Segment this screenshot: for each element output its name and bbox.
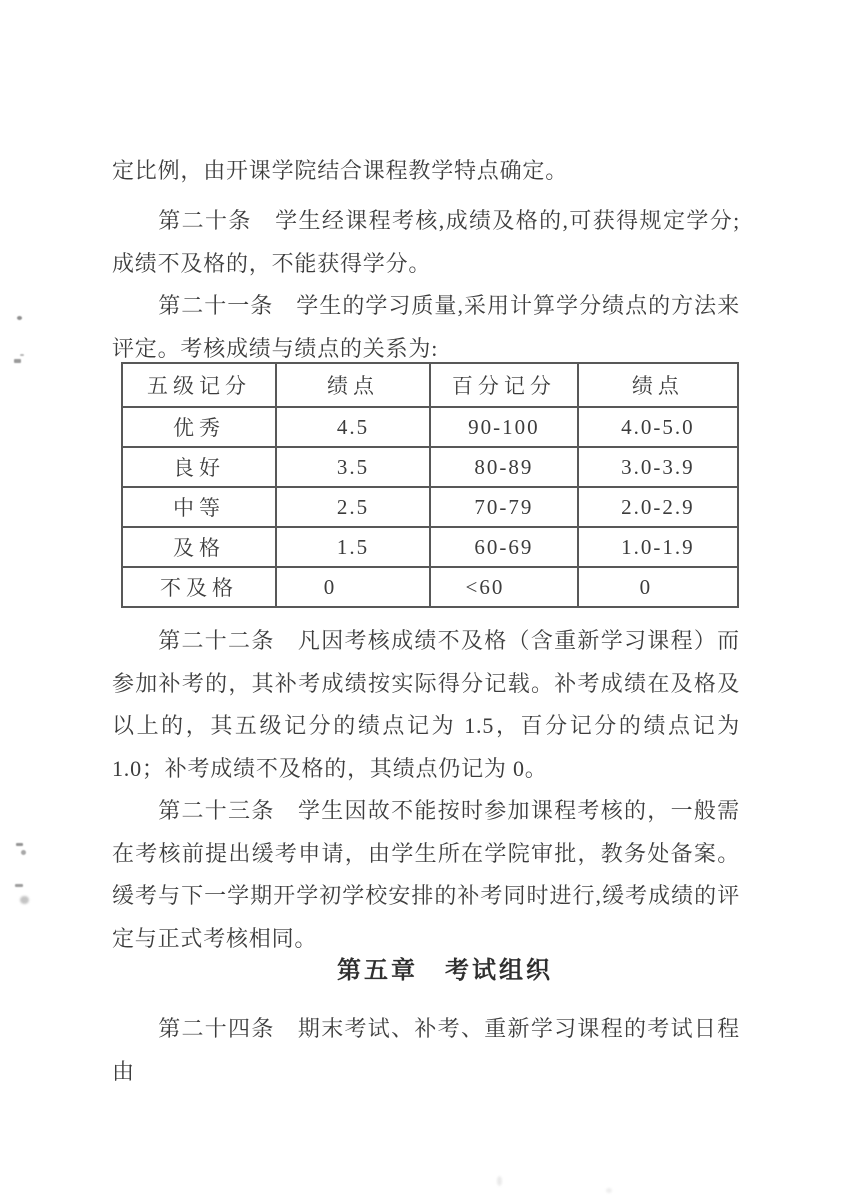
cell-percent-range: 70-79	[430, 487, 578, 527]
table-row-fail	[122, 567, 738, 607]
cell-percent-range: 60-69	[430, 527, 578, 567]
scan-artifact-dot	[16, 843, 23, 846]
cell-gpa-range: 4.0-5.0	[578, 407, 738, 447]
cell-grade-label: 不及格	[122, 567, 276, 607]
cell-percent-range: 90-100	[430, 407, 578, 447]
cell-grade-label: 中等	[122, 487, 276, 527]
cell-gpa-range: 2.0-2.9	[578, 487, 738, 527]
header-cell-percent: 百分记分	[430, 363, 578, 407]
scan-artifact-dot	[14, 359, 21, 363]
paragraph-clause-20: 第二十条 学生经课程考核,成绩及格的,可获得规定学分;成绩不及格的，不能获得学分。	[112, 208, 740, 276]
cell-gpa-range: 1.0-1.9	[578, 527, 738, 567]
scan-artifact-dot	[15, 884, 23, 887]
cell-gpa-range: 3.0-3.9	[578, 447, 738, 487]
cell-gpa: 3.5	[276, 447, 430, 487]
cell-grade-label: 优秀	[122, 407, 276, 447]
paragraph-clause-24: 第二十四条 期末考试、补考、重新学习课程的考试日程由	[112, 1016, 740, 1084]
cell-grade-label: 及格	[122, 527, 276, 567]
cell-gpa: 0	[276, 567, 430, 607]
header-cell-gpa: 绩点	[276, 363, 430, 407]
grade-point-table	[121, 362, 739, 608]
table-header-row	[122, 363, 738, 407]
chapter-5-heading: 第五章 考试组织	[337, 957, 553, 984]
scan-artifact-smudge	[20, 896, 29, 904]
scan-artifact-dot	[20, 354, 24, 356]
cell-percent-range: 80-89	[430, 447, 578, 487]
scan-artifact-smudge	[606, 1188, 612, 1193]
table-row-good	[122, 447, 738, 487]
header-cell-five-level: 五级记分	[122, 363, 276, 407]
scan-artifact-dot	[17, 316, 22, 320]
table-row-pass	[122, 527, 738, 567]
cell-percent-range: <60	[430, 567, 578, 607]
cell-gpa: 4.5	[276, 407, 430, 447]
cell-gpa: 1.5	[276, 527, 430, 567]
paragraph-intro-continuation: 定比例，由开课学院结合课程教学特点确定。	[112, 158, 569, 183]
cell-gpa: 2.5	[276, 487, 430, 527]
paragraph-clause-23: 第二十三条 学生因故不能按时参加课程考核的，一般需在考核前提出缓考申请，由学生所在学院审批，教务处备案。缓考与下一学期开学初学校安排的补考同时进行,缓考成绩的评定与正式考核相同。	[112, 798, 740, 951]
cell-gpa-range: 0	[578, 567, 738, 607]
table-row-excellent	[122, 407, 738, 447]
paragraph-clause-22: 第二十二条 凡因考核成绩不及格（含重新学习课程）而参加补考的，其补考成绩按实际得分记载。补考成绩在及格及以上的，其五级记分的绩点记为 1.5，百分记分的绩点记为 1.0；补考成绩不及格的，其绩点仍记为 0。	[112, 628, 740, 781]
paragraph-clause-21: 第二十一条 学生的学习质量,采用计算学分绩点的方法来评定。考核成绩与绩点的关系为:	[112, 293, 740, 361]
scan-artifact-dot	[21, 850, 26, 855]
header-cell-gpa-range: 绩点	[578, 363, 738, 407]
cell-grade-label: 良好	[122, 447, 276, 487]
scan-artifact-smudge	[497, 1176, 502, 1186]
table-row-medium	[122, 487, 738, 527]
